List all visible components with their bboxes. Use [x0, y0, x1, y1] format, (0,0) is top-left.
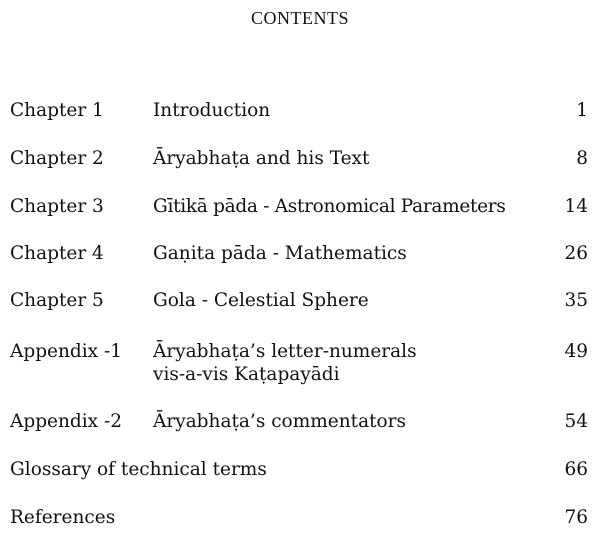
entry-title: Āryabhaṭa’s letter-numerals: [153, 341, 417, 362]
entry-page-number: 1: [576, 100, 588, 121]
entry-page-number: 26: [564, 243, 588, 264]
entry-page-number: 35: [564, 290, 588, 311]
entry-page-number: 66: [564, 459, 588, 480]
entry-label: Chapter 3: [10, 196, 104, 217]
entry-page-number: 14: [564, 196, 588, 217]
entry-title: References: [10, 507, 116, 528]
entry-title-continuation: vis-a-vis Kaṭapayādi: [153, 364, 340, 385]
entry-title: Āryabhaṭa’s commentators: [153, 411, 407, 432]
entry-label: Appendix -1: [10, 341, 123, 362]
entry-label: Appendix -2: [10, 411, 123, 432]
entry-title: Gaṇita pāda - Mathematics: [153, 243, 407, 264]
entry-page-number: 54: [564, 411, 588, 432]
entry-title: Gola - Celestial Sphere: [153, 290, 369, 311]
entry-title: Introduction: [153, 100, 271, 121]
entry-page-number: 49: [564, 341, 588, 362]
entry-label: Chapter 4: [10, 243, 104, 264]
entry-label: Chapter 5: [10, 290, 104, 311]
contents-heading: CONTENTS: [251, 8, 349, 28]
entry-label: Chapter 2: [10, 148, 104, 169]
entry-page-number: 76: [564, 507, 588, 528]
entry-page-number: 8: [576, 148, 588, 169]
entry-title: Āryabhaṭa and his Text: [153, 148, 370, 169]
entry-label: Chapter 1: [10, 100, 104, 121]
entry-title: Gītikā pāda - Astronomical Parameters: [153, 196, 506, 217]
entry-title: Glossary of technical terms: [10, 459, 267, 480]
